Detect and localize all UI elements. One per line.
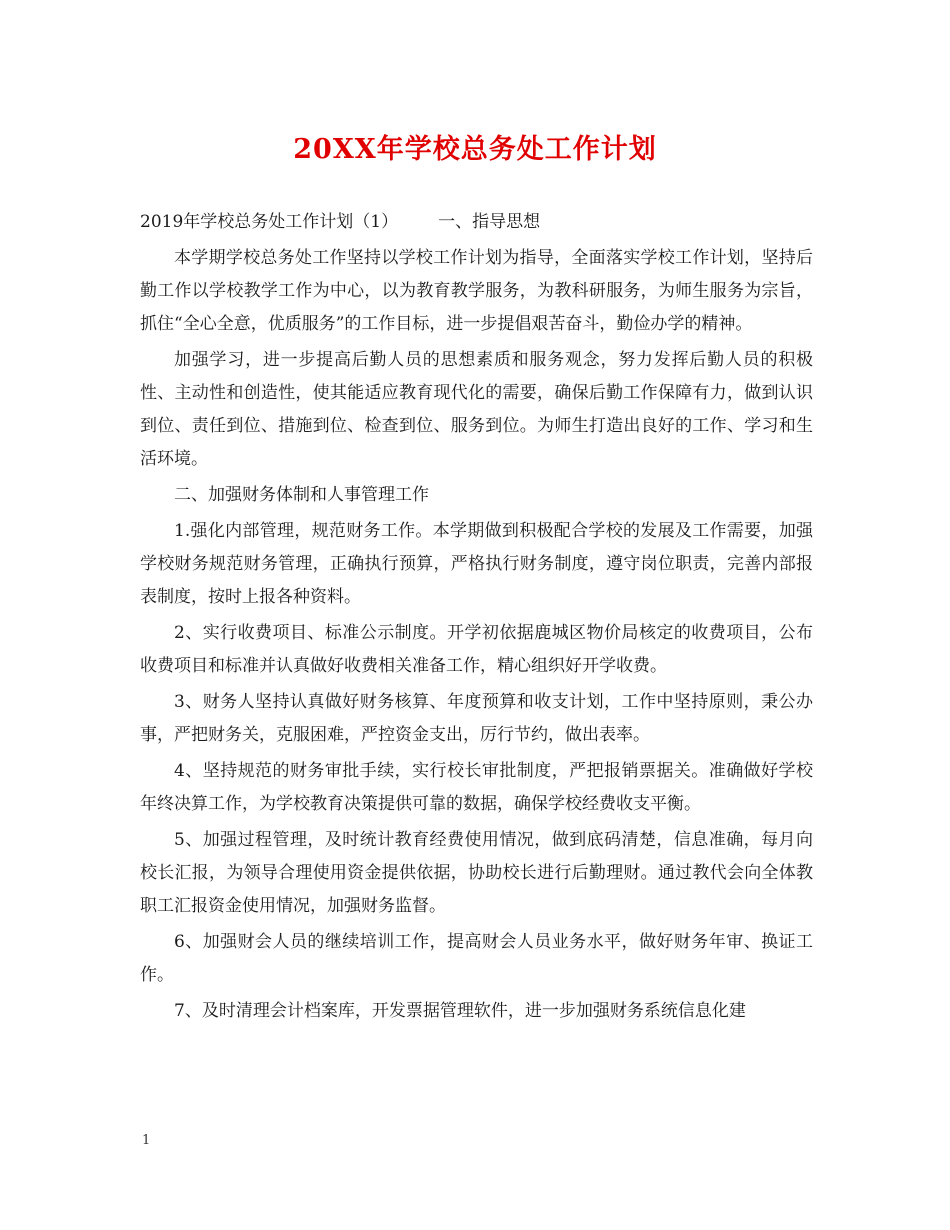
paragraph: 1.强化内部管理，规范财务工作。本学期做到积极配合学校的发展及工作需要，加强学校财务规范财务管理，正确执行预算，严格执行财务制度，遵守岗位职责，完善内部报表制度，按时上报各种资料。 [140,521,813,607]
plan-lead-text: 2019年学校总务处工作计划（1） [140,212,399,232]
paragraph: 6、加强财会人员的继续培训工作，提高财会人员业务水平，做好财务年审、换证工作。 [140,932,813,985]
paragraph: 4、坚持规范的财务审批手续，实行校长审批制度，严把报销票据关。准确做好学校年终决算工作，为学校教育决策提供可靠的数据，确保学校经费收支平衡。 [140,761,813,814]
document-title: 20XX年学校总务处工作计划 [293,134,657,165]
first-line [140,206,813,239]
section-heading-guiding: 一、指导思想 [438,212,541,232]
section-heading-finance: 二、加强财务体制和人事管理工作 [174,485,429,505]
document-body [140,206,813,1031]
page-number: 1 [142,1133,151,1148]
paragraph: 5、加强过程管理，及时统计教育经费使用情况，做到底码清楚，信息准确，每月向校长汇报，为领导合理使用资金提供依据，协助校长进行后勤理财。通过教代会向全体教职工汇报资金使用情况，加强财务监督。 [140,830,813,916]
paragraph: 本学期学校总务处工作坚持以学校工作计划为指导，全面落实学校工作计划，坚持后勤工作以学校教学工作为中心，以为教育教学服务，为教科研服务，为师生服务为宗旨，抓住“全心全意，优质服务”的工作目标，进一步提倡艰苦奋斗，勤俭办学的精神。 [140,248,813,334]
paragraph: 2、实行收费项目、标准公示制度。开学初依据鹿城区物价局核定的收费项目，公布收费项目和标准并认真做好收费相关准备工作，精心组织好开学收费。 [140,623,813,676]
paragraph: 7、及时清理会计档案库，开发票据管理软件，进一步加强财务系统信息化建 [174,1001,746,1021]
paragraph: 加强学习，进一步提高后勤人员的思想素质和服务观念，努力发挥后勤人员的积极性、主动性和创造性，使其能适应教育现代化的需要，确保后勤工作保障有力，做到认识到位、责任到位、措施到位、检查到位、服务到位。为师生打造出良好的工作、学习和生活环境。 [140,350,813,469]
paragraph: 3、财务人坚持认真做好财务核算、年度预算和收支计划，工作中坚持原则，秉公办事，严把财务关，克服困难，严控资金支出，厉行节约，做出表率。 [140,692,813,745]
